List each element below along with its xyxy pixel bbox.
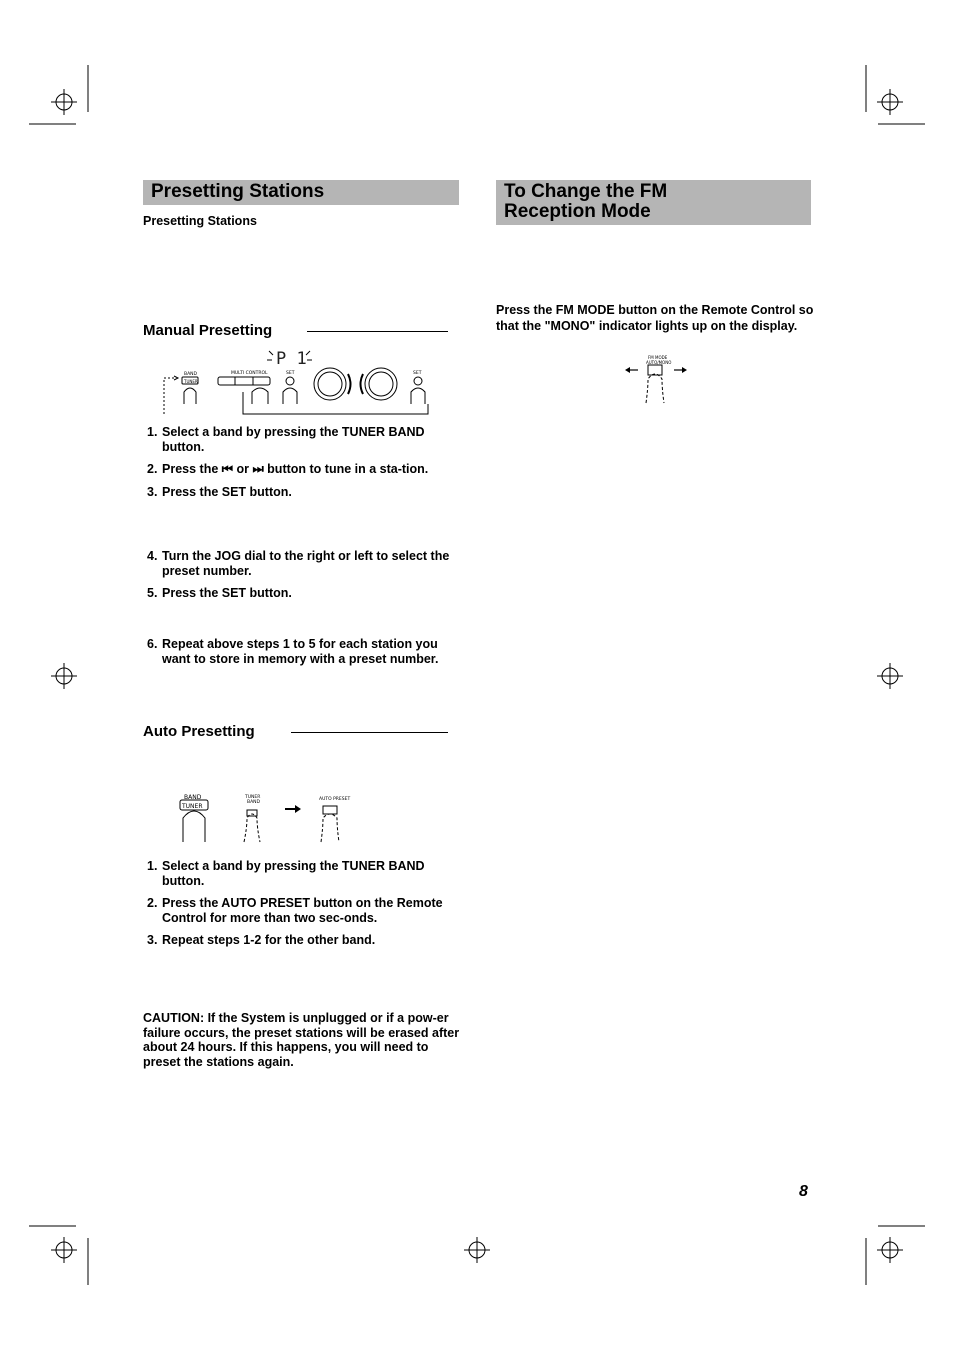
svg-text:BAND: BAND: [184, 372, 197, 377]
registration-mark-bottom-right: [875, 1235, 905, 1265]
manual-step-2: 2. Press the ⏮ or ⏭ button to tune in a sta-tion.: [147, 462, 429, 476]
svg-text:TUNER: TUNER: [184, 379, 198, 384]
svg-text:SET: SET: [286, 371, 295, 376]
auto-presetting-rule: [291, 732, 448, 733]
caution-note: CAUTION: If the System is unplugged or if a pow-er failure occurs, the preset stations will be erased after about 24 hours. If this happens, you will need to preset the stations again.: [143, 1011, 460, 1069]
fm-mode-diagram: [624, 355, 704, 405]
auto-step-1: 1. Select a band by pressing the TUNER BAND button.: [147, 859, 425, 888]
manual-step-5: 5. Press the SET button.: [147, 586, 292, 600]
registration-mark-bottom-center: [462, 1235, 492, 1265]
auto-presetting-diagram: [175, 790, 365, 850]
auto-presetting-title: Auto Presetting: [143, 723, 255, 740]
manual-presetting-title: Manual Presetting: [143, 322, 273, 339]
fm-mode-instruction: Press the FM MODE button on the Remote Control so that the "MONO" indicator lights up on the display.: [496, 303, 814, 333]
manual-steps-group-1: [143, 425, 461, 499]
registration-mark-mid-right: [875, 661, 905, 691]
svg-text:BAND: BAND: [247, 800, 260, 805]
svg-text:SET: SET: [413, 371, 422, 376]
page-number: 8: [799, 1183, 808, 1200]
fm-heading-line-1: To Change the FM: [504, 181, 668, 202]
manual-step-6: 6. Repeat above steps 1 to 5 for each station you want to store in memory with a preset number.: [147, 637, 439, 666]
registration-mark-mid-left: [49, 661, 79, 691]
manual-step-1: 1. Select a band by pressing the TUNER BAND button.: [147, 425, 425, 454]
manual-step-4: 4. Turn the JOG dial to the right or left to select the preset number.: [147, 549, 450, 578]
manual-presetting-diagram: [160, 348, 450, 418]
registration-mark-top-left: [49, 87, 79, 117]
auto-step-2: 2. Press the AUTO PRESET button on the Remote Control for more than two sec-onds.: [147, 896, 443, 925]
fm-reception-mode-heading: [496, 180, 811, 225]
svg-text:AUTO/MONO: AUTO/MONO: [646, 360, 672, 365]
auto-step-3: 3. Repeat steps 1-2 for the other band.: [147, 933, 376, 947]
svg-text:FM MODE: FM MODE: [648, 355, 668, 360]
presetting-stations-heading: Presetting Stations: [143, 180, 459, 205]
registration-mark-bottom-left: [49, 1235, 79, 1265]
manual-steps-group-2: [143, 549, 461, 601]
svg-text:P 1: P 1: [276, 349, 307, 369]
registration-mark-top-right: [875, 87, 905, 117]
svg-text:AUTO PRESET: AUTO PRESET: [319, 797, 351, 802]
auto-steps: [143, 859, 461, 948]
presetting-stations-subheading: Presetting Stations: [143, 214, 257, 228]
manual-presetting-rule: [307, 331, 448, 332]
svg-text:MULTI CONTROL: MULTI CONTROL: [231, 371, 268, 376]
svg-text:TUNER: TUNER: [182, 803, 203, 810]
manual-step-3: 3. Press the SET button.: [147, 484, 292, 499]
svg-text:TUNER: TUNER: [245, 795, 261, 800]
manual-steps-group-3: [143, 637, 461, 666]
svg-text:BAND: BAND: [184, 794, 202, 801]
fm-heading-line-2: Reception Mode: [504, 201, 651, 222]
